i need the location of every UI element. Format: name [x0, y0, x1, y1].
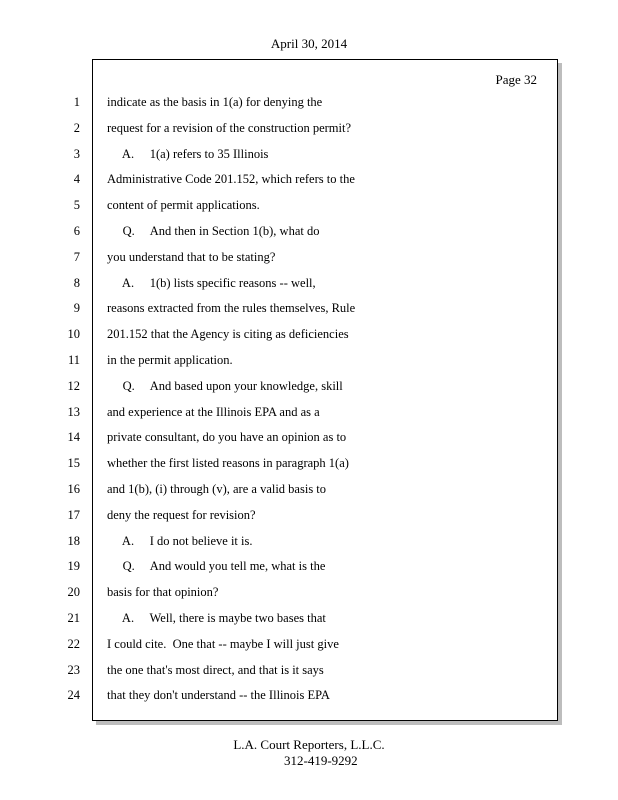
line-text: Administrative Code 201.152, which refers to the — [107, 172, 355, 186]
line-number: 14 — [67, 430, 80, 444]
line-number: 16 — [67, 482, 80, 496]
line-number: 7 — [73, 250, 80, 264]
line-number: 21 — [67, 611, 80, 625]
line-text: basis for that opinion? — [107, 585, 219, 599]
line-text: A. 1(a) refers to 35 Illinois — [107, 147, 269, 161]
line-text: indicate as the basis in 1(a) for denying the — [107, 95, 323, 109]
line-number: 12 — [67, 379, 80, 393]
line-text: whether the first listed reasons in paragraph 1(a) — [107, 456, 349, 470]
line-number: 20 — [67, 585, 80, 599]
line-text: content of permit applications. — [107, 198, 260, 212]
line-text: reasons extracted from the rules themselves, Rule — [107, 301, 356, 315]
line-text: A. 1(b) lists specific reasons -- well, — [107, 276, 316, 290]
line-number: 13 — [67, 405, 80, 419]
transcript-date: April 30, 2014 — [270, 36, 348, 51]
line-number: 5 — [73, 198, 80, 212]
line-text: private consultant, do you have an opinion as to — [107, 430, 347, 444]
line-text: Q. And then in Section 1(b), what do — [107, 224, 320, 238]
line-number: 24 — [67, 688, 80, 702]
line-number: 23 — [67, 663, 80, 677]
line-number: 4 — [73, 172, 80, 186]
line-number: 6 — [73, 224, 80, 238]
line-number: 10 — [67, 327, 80, 341]
line-text: and 1(b), (i) through (v), are a valid basis to — [107, 482, 327, 496]
line-number: 17 — [67, 508, 80, 522]
line-text: request for a revision of the construction permit? — [107, 121, 352, 135]
line-text: and experience at the Illinois EPA and as a — [107, 405, 320, 419]
line-number: 3 — [73, 147, 80, 161]
line-text: A. Well, there is maybe two bases that — [107, 611, 326, 625]
line-number: 22 — [67, 637, 80, 651]
line-text: A. I do not believe it is. — [107, 534, 253, 548]
footer-phone: 312-419-9292 — [284, 753, 358, 768]
line-number: 18 — [67, 534, 80, 548]
footer-company: L.A. Court Reporters, L.L.C. — [233, 737, 385, 752]
line-text: I could cite. One that -- maybe I will just give — [107, 637, 339, 651]
line-number: 9 — [73, 301, 80, 315]
line-number: 8 — [73, 276, 80, 290]
line-text: deny the request for revision? — [107, 508, 256, 522]
line-text: that they don't understand -- the Illinois EPA — [107, 688, 330, 702]
line-text: 201.152 that the Agency is citing as deficiencies — [107, 327, 349, 341]
line-text: Q. And would you tell me, what is the — [107, 559, 326, 573]
page-number: Page 32 — [495, 72, 537, 87]
line-number: 19 — [67, 559, 80, 573]
line-text: Q. And based upon your knowledge, skill — [107, 379, 343, 393]
line-text: the one that's most direct, and that is it says — [107, 663, 324, 677]
line-text: in the permit application. — [107, 353, 233, 367]
line-text: you understand that to be stating? — [107, 250, 276, 264]
line-number: 11 — [67, 353, 80, 367]
line-number: 2 — [73, 121, 80, 135]
line-number: 15 — [67, 456, 80, 470]
line-number: 1 — [73, 95, 80, 109]
